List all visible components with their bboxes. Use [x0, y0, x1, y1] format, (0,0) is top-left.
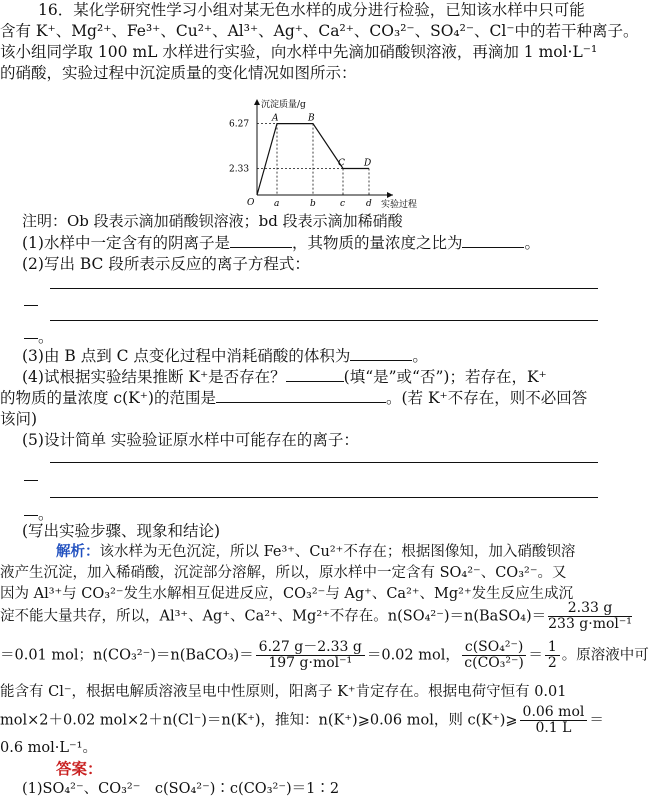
note-line: 注明：Ob 段表示滴加硝酸钡溶液；bd 段表示滴加稀硝酸	[22, 212, 403, 230]
point-label: B	[308, 113, 315, 124]
point-label: A	[272, 113, 279, 124]
x-tick-label: c	[340, 199, 346, 209]
question-line-4: 的硝酸，实验过程中沉淀质量的变化情况如图所示：	[0, 64, 357, 82]
sub4-text-d: 。(若 K⁺不存在，则不必回答	[385, 389, 588, 407]
analysis-line-1	[56, 542, 575, 562]
fraction-numerator: 6.27 g－2.33 g	[256, 640, 365, 656]
y-tick-label: 2.33	[229, 164, 250, 175]
y-axis-label: 沉淀质量/g	[261, 100, 306, 110]
y-tick-label: 6.27	[229, 119, 250, 130]
answer-rule-short[interactable]	[24, 338, 38, 339]
sub-question-5-hint: (写出实验步骤、现象和结论)	[22, 522, 221, 540]
sub-question-3	[22, 346, 428, 366]
answer-line-1: (1)SO₄²⁻、CO₃²⁻ c(SO₄²⁻)∶c(CO₃²⁻)＝1∶2	[22, 781, 340, 797]
x-tick-label: a	[274, 199, 280, 209]
analysis-text: mol×2＋0.02 mol×2＋n(Cl⁻)＝n(K⁺)，推知：n(K⁺)⩾0.06 mol，则 c(K⁺)⩾	[0, 712, 518, 729]
analysis-line-5	[0, 640, 649, 671]
fraction	[548, 601, 632, 632]
origin-label: O	[247, 198, 255, 208]
sub4-text-a: (4)试根据实验结果推断 K⁺是否存在？	[22, 368, 286, 386]
analysis-line-8: 0.6 mol·L⁻¹。	[0, 740, 97, 756]
analysis-text: ＝0.01 mol；n(CO₃²⁻)＝n(BaCO₃)＝	[0, 647, 254, 664]
sub1-blank-2[interactable]	[462, 233, 524, 248]
point-label: C	[338, 158, 345, 169]
sub1-text-c: 。	[524, 234, 540, 252]
fraction-numerator: 0.06 mol	[520, 705, 588, 721]
sub-question-5: (5)设计简单 实验验证原水样中可能存在的离子：	[22, 431, 359, 449]
fraction-denominator: 233 g·mol⁻¹	[548, 616, 632, 632]
sub4-blank-2[interactable]	[216, 388, 386, 403]
sub3-text-b: 。	[412, 347, 428, 365]
sub3-blank[interactable]	[350, 346, 412, 361]
fraction-numerator: c(SO₄²⁻)	[462, 640, 526, 656]
sub-question-2: (2)写出 BC 段所表示反应的离子方程式：	[22, 255, 310, 273]
fraction-numerator: 1	[545, 640, 560, 656]
analysis-line-4	[0, 601, 634, 632]
sub-question-1	[22, 233, 540, 253]
sub1-text-a: (1)水样中一定含有的阴离子是	[22, 234, 230, 252]
period-mark: 。	[38, 505, 54, 523]
answer-label-text: 答案：	[56, 759, 103, 778]
analysis-text: ＝	[589, 712, 604, 729]
fraction-denominator: 197 g·mol⁻¹	[268, 655, 353, 671]
analysis-line-2: 液产生沉淀，加入稀硝酸，沉淀部分溶解，所以，原水样中一定含有 SO₄²⁻、CO₃²⁻。又	[0, 565, 567, 581]
fraction	[545, 640, 560, 671]
period-mark: 。	[38, 328, 54, 346]
answer-rule-short[interactable]	[24, 305, 38, 306]
fraction-denominator: 2	[547, 655, 557, 671]
sub-question-4-line-1	[22, 367, 547, 387]
fraction-numerator: 2.33 g	[548, 601, 632, 617]
sub-question-4-line-2	[0, 388, 587, 408]
analysis-line-7	[0, 705, 604, 736]
sub3-text-a: (3)由 B 点到 C 点变化过程中消耗硝酸的体积为	[22, 347, 351, 365]
analysis-text: ＝	[528, 647, 543, 664]
answer-label	[56, 759, 103, 779]
precipitate-chart	[225, 95, 418, 213]
y-axis-arrow	[254, 99, 260, 105]
fraction-denominator: c(CO₃²⁻)	[464, 655, 524, 671]
sub4-text-b: (填“是”或“否”)；若存在，K⁺	[343, 368, 547, 386]
x-tick-label: d	[366, 199, 372, 209]
analysis-line-3: 因为 Al³⁺与 CO₃²⁻发生水解相互促进反应，CO₃²⁻与 Ag⁺、Ca²⁺、Mg²⁺发生反应生成沉	[0, 586, 574, 602]
sub4-text-c: 的物质的量浓度 c(K⁺)的范围是	[0, 389, 216, 407]
fraction	[462, 640, 526, 671]
answer-rule-short[interactable]	[24, 480, 38, 481]
analysis-text: ＝0.02 mol，	[366, 647, 460, 664]
sub-question-4-line-3: 该问)	[0, 410, 38, 428]
answer-rule[interactable]	[50, 288, 598, 289]
answer-rule[interactable]	[50, 462, 598, 463]
point-label: D	[364, 158, 372, 169]
question-line-3: 该小组同学取 100 mL 水样进行实验，向水样中先滴加硝酸钡溶液，再滴加 1 mol·L⁻¹	[0, 43, 598, 61]
analysis-label: 解析：	[56, 543, 100, 560]
fraction	[256, 640, 365, 671]
x-tick-label: b	[310, 199, 316, 209]
sub1-blank-1[interactable]	[230, 233, 292, 248]
answer-rule[interactable]	[50, 497, 598, 498]
question-line-1: 16．某化学研究性学习小组对某无色水样的成分进行检验，已知该水样中只可能	[38, 1, 585, 19]
analysis-text: 。原溶液中可	[561, 647, 649, 664]
sub4-blank-1[interactable]	[286, 367, 344, 382]
x-axis-label: 实验过程	[381, 200, 418, 210]
sub1-text-b: ，其物质的量浓度之比为	[291, 234, 463, 252]
answer-rule-short[interactable]	[24, 515, 38, 516]
analysis-text: 淀不能大量共存，所以，Al³⁺、Ag⁺、Ca²⁺、Mg²⁺不存在。n(SO₄²⁻)＝n(BaSO₄)＝	[0, 608, 547, 625]
answer-rule[interactable]	[50, 320, 598, 321]
analysis-line-6: 能含有 Cl⁻，根据电解质溶液呈电中性原则，阳离子 K⁺肯定存在。根据电荷守恒有 0.01	[0, 684, 567, 700]
fraction-denominator: 0.1 L	[535, 720, 572, 736]
fraction	[520, 705, 588, 736]
x-axis-arrow	[387, 192, 393, 198]
analysis-text: 该水样为无色沉淀，所以 Fe³⁺、Cu²⁺不存在；根据图像知，加入硝酸钡溶	[99, 544, 576, 560]
question-line-2: 含有 K⁺、Mg²⁺、Fe³⁺、Cu²⁺、Al³⁺、Ag⁺、Ca²⁺、CO₃²⁻、SO₄²⁻、Cl⁻中的若干种离子。	[0, 22, 639, 40]
